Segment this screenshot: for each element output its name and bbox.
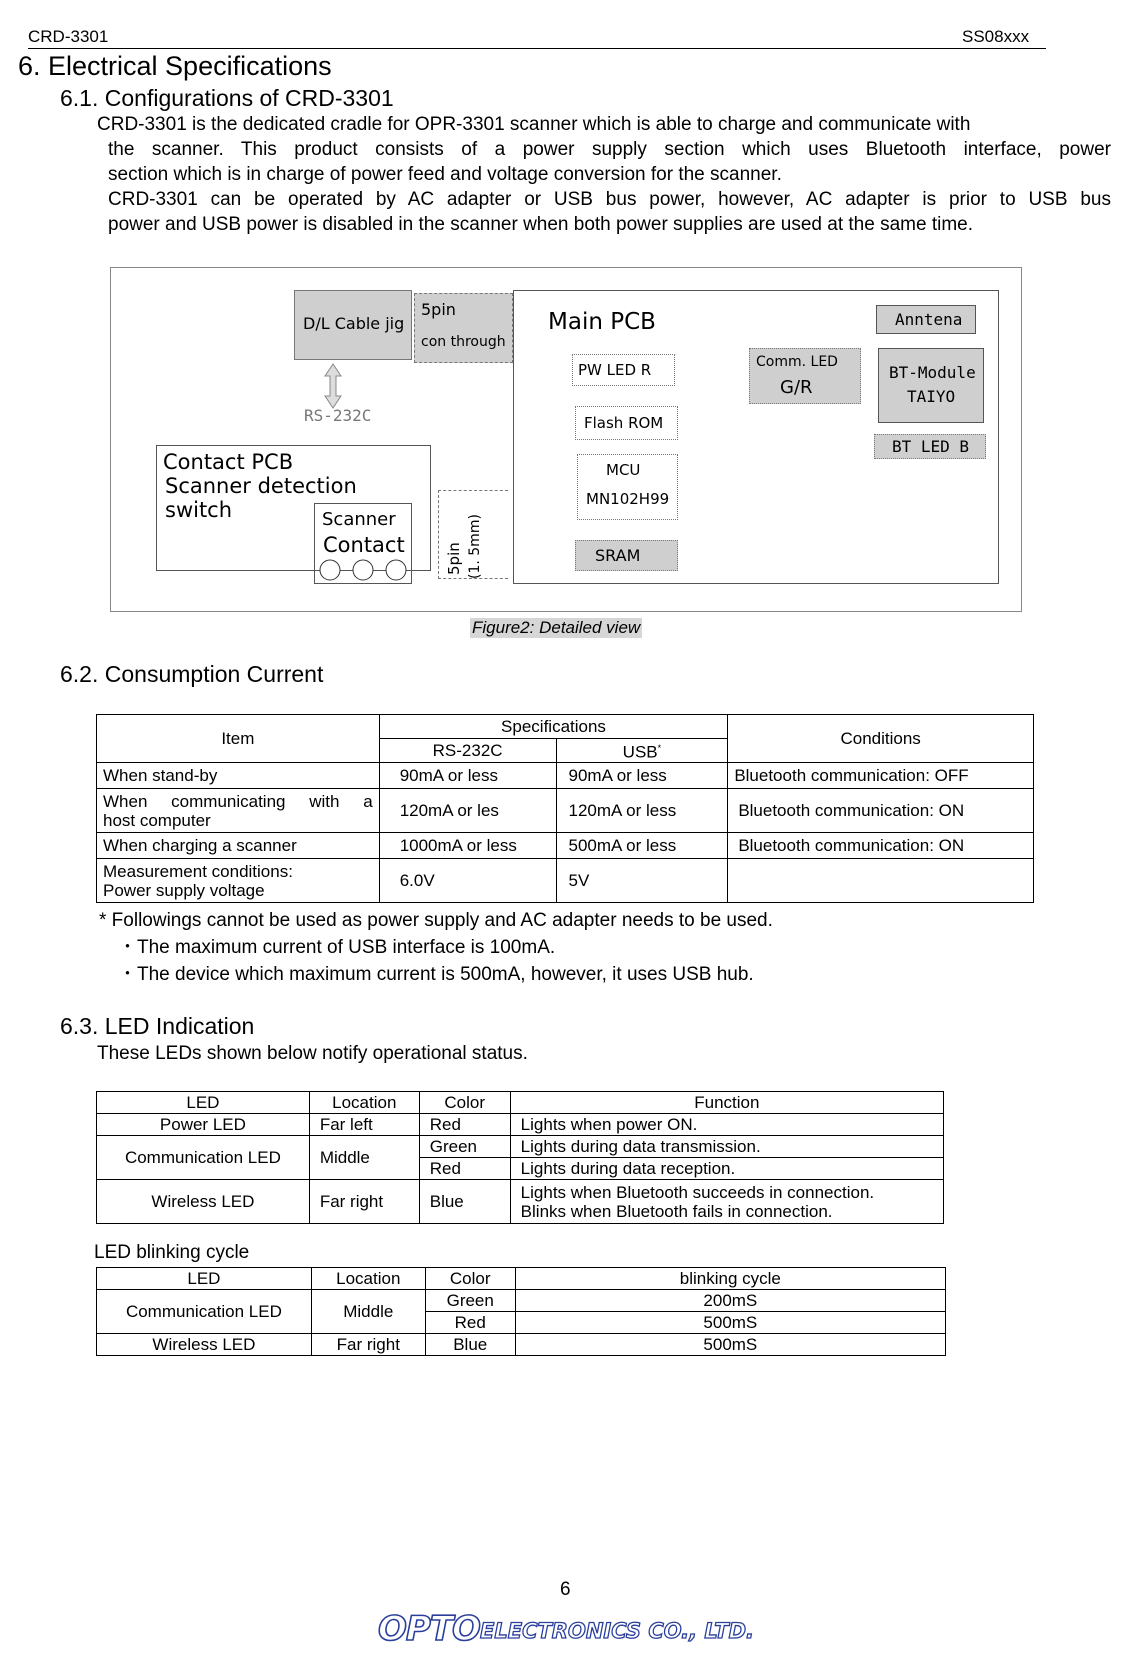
cell-location: Middle [311, 1290, 425, 1334]
bt-module-box [878, 348, 984, 423]
cell-location: Middle [309, 1136, 419, 1180]
flash-rom-label: Flash ROM [584, 414, 664, 432]
cell-rs232c: 90mA or less [379, 763, 556, 789]
contact-pcb-box [156, 445, 431, 571]
cell-conditions: Bluetooth communication: ON [728, 789, 1034, 833]
cell-rs232c: 1000mA or less [379, 833, 556, 859]
doc-id: CRD-3301 [28, 27, 109, 46]
table-row [97, 763, 1034, 789]
five-pin-size-label: (1. 5mm) [467, 514, 483, 579]
cell-item: When charging a scanner [97, 833, 380, 859]
cell-color: Blue [419, 1180, 510, 1224]
header-item: Item [97, 715, 380, 763]
rs232c-label: RS-232C [304, 406, 372, 425]
cell-function: Lights when power ON. [510, 1114, 943, 1136]
cell-color: Red [419, 1114, 510, 1136]
dl-cable-jig-box [294, 290, 412, 360]
paragraph-line: power and USB power is disabled in the scanner when both power supplies are used at the same time. [108, 214, 973, 235]
section-title: 6. Electrical Specifications [18, 51, 332, 81]
pw-led-box [572, 354, 675, 386]
cell-color: Blue [425, 1334, 515, 1356]
main-pcb-label: Main PCB [548, 309, 656, 335]
header-usb-label: USB [622, 742, 658, 762]
cell-led: Wireless LED [97, 1180, 310, 1224]
cell-cycle: 500mS [515, 1334, 945, 1356]
cell-item [97, 789, 380, 833]
company-logo-graphic [378, 1604, 778, 1650]
subsection-6-3-title: 6.3. LED Indication [60, 1013, 255, 1039]
header-usb [556, 739, 728, 763]
sram-box [575, 540, 678, 571]
cell-item-line: host computer [103, 810, 211, 830]
paragraph-line: CRD-3301 can be operated by AC adapter or USB bus power, however, AC adapter is prior to USB bus [108, 189, 1111, 210]
doc-code: SS08xxx [962, 27, 1030, 46]
header-location: Location [309, 1092, 419, 1114]
comm-led-label: Comm. LED [756, 354, 838, 370]
cell-item-line: Power supply voltage [103, 880, 265, 900]
footnote-bullet: ・The device which maximum current is 500mA, however, it uses USB hub. [118, 964, 754, 985]
header-specifications: Specifications [379, 715, 728, 739]
subsection-6-2-title: 6.2. Consumption Current [60, 661, 324, 687]
bt-led-label: BT LED B [892, 437, 970, 456]
cell-function: Lights during data reception. [510, 1158, 943, 1180]
contact-label: Contact [323, 533, 405, 557]
bt-vendor-label: TAIYO [907, 387, 956, 406]
contact-pcb-label: Contact PCB [163, 450, 294, 474]
svg-text:OPTO: OPTO [378, 1609, 480, 1649]
blinking-cycle-table [96, 1267, 946, 1356]
header-led: LED [97, 1268, 312, 1290]
paragraph-line: section which is in charge of power feed and voltage conversion for the scanner. [108, 164, 782, 185]
cell-rs232c: 6.0V [379, 859, 556, 903]
paragraph-line: the scanner. This product consists of a power supply section which uses Bluetooth interface, power [108, 139, 1111, 160]
header-function: Function [510, 1092, 943, 1114]
cell-item: When stand-by [97, 763, 380, 789]
double-arrow-icon [323, 362, 343, 410]
cell-color: Green [419, 1136, 510, 1158]
cell-conditions: Bluetooth communication: OFF [728, 763, 1034, 789]
usb-footnote-mark: * [657, 743, 662, 754]
five-pin-label: 5pin [421, 300, 456, 319]
svg-text:ELECTRONICS CO., LTD.: ELECTRONICS CO., LTD. [480, 1619, 755, 1643]
footnote-bullet: ・The maximum current of USB interface is 100mA. [118, 937, 556, 958]
cell-item [97, 859, 380, 903]
contact-pins-icon [317, 558, 409, 582]
page-number: 6 [560, 1579, 571, 1600]
comm-led-color-label: G/R [780, 377, 813, 398]
led-intro: These LEDs shown below notify operational status. [97, 1043, 528, 1064]
cell-cycle: 200mS [515, 1290, 945, 1312]
header-blinking-cycle: blinking cycle [515, 1268, 945, 1290]
sram-label: SRAM [595, 546, 641, 565]
subsection-6-1-title: 6.1. Configurations of CRD-3301 [60, 85, 394, 111]
table-row [97, 859, 1034, 903]
table-row [97, 1290, 946, 1312]
antenna-label: Anntena [895, 310, 963, 329]
cell-location: Far right [311, 1334, 425, 1356]
cell-function-line: Lights when Bluetooth succeeds in connection. [520, 1182, 875, 1202]
header-color: Color [419, 1092, 510, 1114]
five-pin-side-label: 5pin [445, 542, 463, 575]
table-row [97, 833, 1034, 859]
main-pcb-box [513, 290, 999, 584]
cell-usb: 500mA or less [556, 833, 728, 859]
cell-conditions: Bluetooth communication: ON [728, 833, 1034, 859]
header-led: LED [97, 1092, 310, 1114]
con-through-box [414, 293, 513, 363]
cell-led: Communication LED [97, 1136, 310, 1180]
mcu-label: MCU [606, 461, 641, 479]
figure-caption: Figure2: Detailed view [472, 618, 641, 637]
table-row [97, 1136, 944, 1158]
table-row [97, 1114, 944, 1136]
cell-led: Communication LED [97, 1290, 312, 1334]
cell-location: Far left [309, 1114, 419, 1136]
cell-usb: 5V [556, 859, 728, 903]
dl-cable-jig-label: D/L Cable jig [303, 314, 405, 333]
blinking-cycle-title: LED blinking cycle [94, 1242, 250, 1263]
mcu-box [577, 454, 678, 520]
table-row [97, 1334, 946, 1356]
cell-item-line: When communicating with a [103, 791, 373, 811]
five-pin-connector-box [438, 490, 508, 579]
header-conditions: Conditions [728, 715, 1034, 763]
consumption-table [96, 714, 1034, 903]
cell-function: Lights during data transmission. [510, 1136, 943, 1158]
bt-module-label: BT-Module [889, 363, 976, 382]
flash-rom-box [575, 406, 678, 440]
antenna-box [876, 305, 976, 334]
cell-cycle: 500mS [515, 1312, 945, 1334]
usb-footnote: * Followings cannot be used as power supply and AC adapter needs to be used. [99, 910, 773, 931]
header-location: Location [311, 1268, 425, 1290]
bt-led-box [874, 434, 986, 459]
cell-function-line: Blinks when Bluetooth fails in connection. [520, 1201, 833, 1221]
cell-rs232c: 120mA or les [379, 789, 556, 833]
table-row [97, 789, 1034, 833]
cell-led: Wireless LED [97, 1334, 312, 1356]
cell-item-line: Measurement conditions: [103, 861, 293, 881]
header-rule [28, 48, 1046, 49]
scanner-detection-label: Scanner detection switch [165, 474, 357, 522]
cell-color: Green [425, 1290, 515, 1312]
block-diagram [110, 267, 1022, 612]
cell-usb: 120mA or less [556, 789, 728, 833]
pw-led-label: PW LED R [578, 361, 652, 379]
cell-led: Power LED [97, 1114, 310, 1136]
cell-usb: 90mA or less [556, 763, 728, 789]
company-logo [378, 1604, 778, 1654]
table-row [97, 1180, 944, 1224]
cell-location: Far right [309, 1180, 419, 1224]
cell-color: Red [425, 1312, 515, 1334]
header-color: Color [425, 1268, 515, 1290]
cell-function [510, 1180, 943, 1224]
cell-color: Red [419, 1158, 510, 1180]
mcu-model-label: MN102H99 [586, 490, 670, 508]
scanner-label: Scanner [322, 509, 396, 530]
header-rs232c: RS-232C [379, 739, 556, 763]
paragraph-line: CRD-3301 is the dedicated cradle for OPR-3301 scanner which is able to charge and communicate with [97, 114, 971, 135]
scanner-contact-box [314, 503, 412, 584]
comm-led-box [749, 348, 861, 404]
cell-conditions [728, 859, 1034, 903]
con-through-label: con through [421, 334, 506, 350]
led-indication-table [96, 1091, 944, 1224]
